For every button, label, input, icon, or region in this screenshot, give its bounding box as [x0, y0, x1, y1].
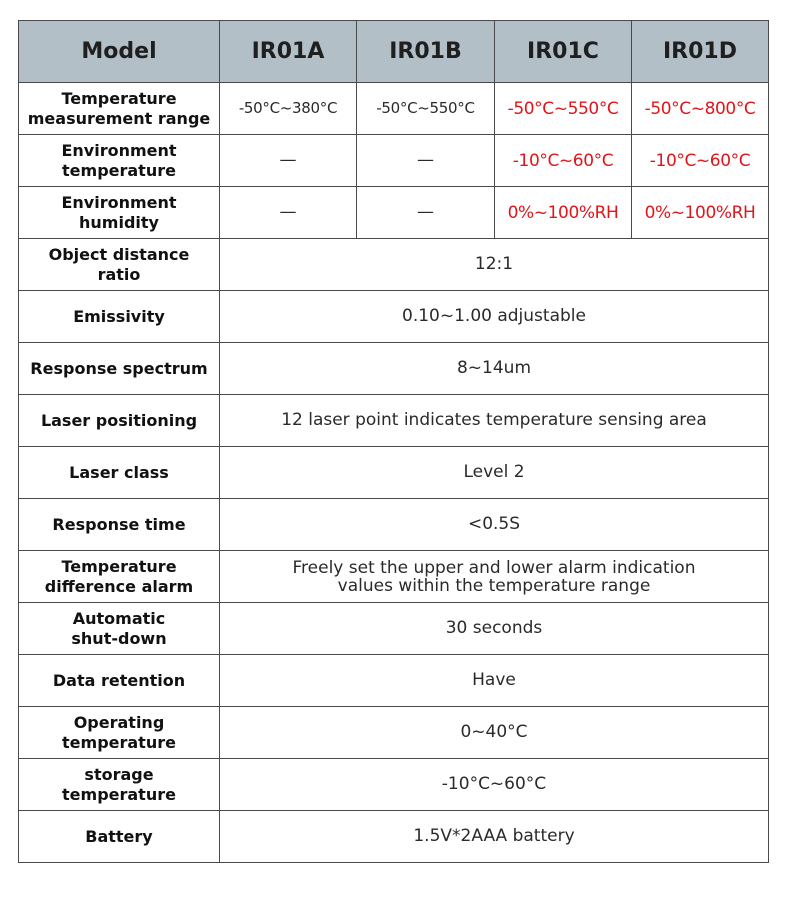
label-distance-ratio	[19, 239, 220, 291]
cell-ir01d-range: -50°C~800°C	[632, 83, 769, 135]
header-row	[19, 21, 769, 83]
row-temp-diff-alarm	[19, 551, 769, 603]
value-auto-shutdown: 30 seconds	[220, 603, 769, 655]
cell-ir01a-range: -50°C~380°C	[220, 83, 357, 135]
cell-ir01b-env-temp: —	[357, 135, 495, 187]
label-env-humidity	[19, 187, 220, 239]
value-temp-diff-alarm	[220, 551, 769, 603]
value-response-time: <0.5S	[220, 499, 769, 551]
label-battery: Battery	[19, 811, 220, 863]
row-emissivity	[19, 291, 769, 343]
label-temp-diff-alarm	[19, 551, 220, 603]
cell-ir01c-range: -50°C~550°C	[495, 83, 632, 135]
value-laser-positioning: 12 laser point indicates temperature sensing area	[220, 395, 769, 447]
cell-ir01b-range: -50°C~550°C	[357, 83, 495, 135]
row-data-retention	[19, 655, 769, 707]
label-emissivity: Emissivity	[19, 291, 220, 343]
label-laser-class: Laser class	[19, 447, 220, 499]
row-env-temp	[19, 135, 769, 187]
label-line1: Operating	[73, 712, 165, 732]
value-storage-temp: -10°C~60°C	[220, 759, 769, 811]
label-line1: Temperature	[61, 88, 177, 108]
row-storage-temp	[19, 759, 769, 811]
value-distance-ratio: 12:1	[220, 239, 769, 291]
header-ir01c: IR01C	[495, 21, 632, 83]
label-laser-positioning: Laser positioning	[19, 395, 220, 447]
header-ir01a: IR01A	[220, 21, 357, 83]
label-storage-temp	[19, 759, 220, 811]
row-temp-range	[19, 83, 769, 135]
label-line2: measurement range	[27, 108, 211, 128]
row-response-time	[19, 499, 769, 551]
label-response-spectrum: Response spectrum	[19, 343, 220, 395]
value-operating-temp: 0~40°C	[220, 707, 769, 759]
row-distance-ratio	[19, 239, 769, 291]
header-ir01b: IR01B	[357, 21, 495, 83]
cell-ir01c-humidity: 0%~100%RH	[495, 187, 632, 239]
label-line2: humidity	[79, 212, 159, 232]
label-auto-shutdown	[19, 603, 220, 655]
value-response-spectrum: 8~14um	[220, 343, 769, 395]
label-line2: temperature	[62, 732, 176, 752]
value-line1: Freely set the upper and lower alarm indication	[292, 557, 696, 578]
label-line1: Object distance	[48, 244, 190, 264]
label-line1: Temperature	[61, 556, 177, 576]
row-response-spectrum	[19, 343, 769, 395]
value-battery: 1.5V*2AAA battery	[220, 811, 769, 863]
cell-ir01c-env-temp: -10°C~60°C	[495, 135, 632, 187]
row-laser-class	[19, 447, 769, 499]
label-env-temp	[19, 135, 220, 187]
cell-ir01a-env-temp: —	[220, 135, 357, 187]
cell-ir01b-humidity: —	[357, 187, 495, 239]
cell-ir01a-humidity: —	[220, 187, 357, 239]
label-data-retention: Data retention	[19, 655, 220, 707]
value-emissivity: 0.10~1.00 adjustable	[220, 291, 769, 343]
row-operating-temp	[19, 707, 769, 759]
label-response-time: Response time	[19, 499, 220, 551]
value-laser-class: Level 2	[220, 447, 769, 499]
value-line2: values within the temperature range	[337, 575, 651, 596]
cell-ir01d-env-temp: -10°C~60°C	[632, 135, 769, 187]
label-line2: ratio	[97, 264, 141, 284]
header-ir01d: IR01D	[632, 21, 769, 83]
value-data-retention: Have	[220, 655, 769, 707]
row-auto-shutdown	[19, 603, 769, 655]
label-line2: difference alarm	[44, 576, 194, 596]
label-line2: temperature	[62, 784, 176, 804]
row-env-humidity	[19, 187, 769, 239]
spec-table	[18, 20, 769, 863]
label-line2: shut-down	[71, 628, 167, 648]
label-line1: Environment	[61, 140, 177, 160]
label-line1: storage	[84, 764, 154, 784]
row-laser-positioning	[19, 395, 769, 447]
label-temp-range	[19, 83, 220, 135]
label-operating-temp	[19, 707, 220, 759]
label-line1: Automatic	[72, 608, 166, 628]
label-line1: Environment	[61, 192, 177, 212]
row-battery	[19, 811, 769, 863]
header-model: Model	[19, 21, 220, 83]
cell-ir01d-humidity: 0%~100%RH	[632, 187, 769, 239]
label-line2: temperature	[62, 160, 176, 180]
